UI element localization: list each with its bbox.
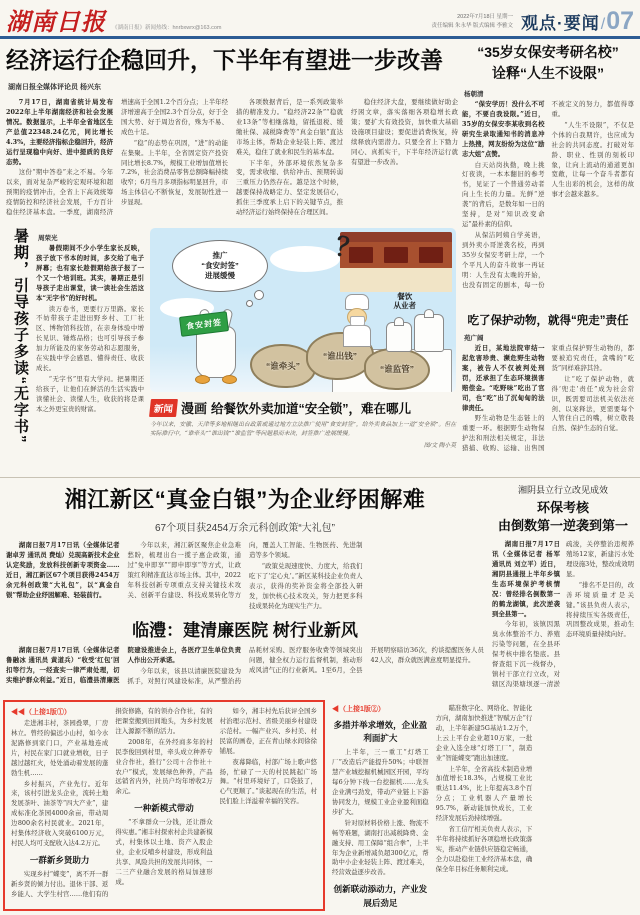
jump-article-industry-body [332, 704, 636, 911]
jump-article-village-body [11, 707, 317, 904]
thought-bubble: 推广 “食安封签” 进展缓慢 [172, 240, 268, 292]
article-economy-body: 7月17日，湖南省统计局发布2022年上半年湖南经济和社会发展情况。数据显示，上半年全省地区生产总值22348.24亿元，同比增长4.3%，主要经济指标企稳回升，经济运行呈现稳中向好、进中提质的良好态势。 这份“期中答卷”来之不易。今年以来，面对复杂严峻的宏观环境和超预期的疫情冲击，全省上下高效统筹疫情防控和经济社会发展，千方百计稳住经济基本盘。一季度，湖南经济增速高于全国1.2个百分点；上半年经济增速高于全国2.3个百分点，好于全国大势、好于周边省份，殊为不易、成色十足。 “稳”的态势在巩固，“进”的动能在集聚。上半年，全省固定资产投资同比增长8.7%，规模工业增加值增长7.2%，社会消费品零售总额降幅持续收窄；6月当月多项指标明显回升，市场主体信心不断恢复，发展韧性进一步显现。 各项数据背后，是一系列政策举措的精准发力。“稳经济22条”“稳就业13条”等相继落地，留抵退税、缓缴社保、减税降费等“真金白银”直达市场主体，帮助企业轻装上阵、渡过难关，稳住了就业和民生的基本盘。 下半年，外部环境依然复杂多变，需求收缩、供给冲击、预期转弱三重压力仍然存在。越是这个时候，越要保持战略定力、坚定发展信心，抓住三季度承上启下的关键节点，推动经济运行始终保持在合理区间。 稳住经济大盘，要继续做好助企纾困文章，落实落细各项稳增长政策；要扩大有效投资，加快重大基础设施项目建设；要促进消费恢复，持续释放内需潜力。只要全省上下勠力同心、真抓实干，下半年经济运行就有望进一步改善。 [6, 98, 458, 217]
news-tag: 新闻 [149, 399, 178, 417]
section-divider [0, 477, 640, 478]
article-economy-byline: 湖南日报全媒体评论员 杨兴东 [8, 84, 101, 91]
window-icon [419, 247, 443, 263]
cartoon-caption-row [150, 398, 456, 417]
rock-label: “谁出钱” [322, 351, 357, 361]
chef-character [340, 294, 374, 352]
bag-foot [222, 375, 237, 384]
chef-head [347, 308, 367, 326]
article-xiangjiang-subhead: 67个项目获2454万余元科创政策“大礼包” [154, 523, 336, 534]
section-title [521, 9, 634, 34]
article-summer-reading-author: 周荣光 [38, 235, 58, 242]
cartoon-tag: 漫画 [181, 401, 208, 416]
article-summer-reading [6, 228, 144, 472]
article-xiangyin-kicker: 湘阴县立行立改见成效 [517, 485, 608, 495]
wall [340, 268, 452, 292]
masthead-right [431, 9, 634, 34]
article-security-guard-author: 杨朝清 [464, 91, 484, 98]
headline-line-1: 环保考核 [536, 500, 589, 515]
section-name: 观点·要闻 [521, 14, 600, 33]
newspaper-logo: 湖南日报 [6, 7, 106, 36]
chef-body [343, 325, 371, 347]
article-xiangjiang-body: 湖南日报7月17日讯（全媒体记者 谢卓芳 通讯员 费灿）兑现高新技术企业认定奖励，发放科技创新专项资金……近日，湘江新区67个项目获得2454万余元科创政策“大礼包”，以“真金白银”帮助企业纾困解难、轻装前行。 今年以来，湘江新区聚焦企业急难愁盼，梳理出台一揽子惠企政策，通过“免申即享”“即申即享”等方式，让政策红利精准直达市场主体。其中，2022年科技创新专项重点支持关键技术攻关、创新平台建设、科技成果转化等方向，覆盖人工智能、生物医药、先进制造等多个领域。 “政策兑现速度快、力度大，给我们吃下了‘定心丸’。”新区某科技企业负责人表示，获得的奖补资金将全部投入研发，加快核心技术攻关，努力把更多科技成果转化为现实生产力。 [6, 541, 363, 610]
cartoon-image [150, 228, 456, 392]
article-linli-hospital [6, 616, 484, 694]
date-line: 2022年7月18日 星期一 [457, 14, 514, 21]
page-number-separator: / [600, 16, 606, 33]
article-protected-animals-body: 近日，某地法院审结一起危害珍贵、濒危野生动物案，被告人不仅被判处刑罚，还承担了生态环境损害赔偿金。“吃野味”吃出了官司，也“吃”出了沉甸甸的法律责任。 野生动物是生态链上的重要一环。根据野生动物保护法和刑法相关规定，非法猎捕、收购、运输、出售国家重点保护野生动物的，都要被追究责任，贪嘴的“吃货”同样难辞其咎。 让“吃了保护动物，就得‘兜走’责任”成为社会常识，既需要司法机关依法亮剑、以案释法，更需要每个人管住自己的嘴，树立敬畏自然、保护生态的自觉。 [462, 344, 634, 453]
article-protected-animals-author: 苑广阔 [464, 335, 484, 342]
article-xiangyin-headline [492, 499, 634, 534]
bag-knot [424, 309, 434, 318]
bag-knot [394, 317, 404, 326]
article-summer-reading-content [36, 228, 144, 472]
headline-line-2: 诠释“人生不设限” [492, 65, 604, 81]
article-xiangjiang-headline: 湘江新区“真金白银”为企业纾困解难 [64, 487, 426, 512]
headline-line-2: 由倒数第一逆袭到第一 [497, 517, 628, 533]
article-xiangyin-body: 湖南日报7月17日讯（全媒体记者 杨军 通讯员 刘立平）近日，湘阴县通报上半年乡镇生态环境保护考核情况：曾经排名倒数第一的鹤龙湖镇，此次逆袭到全县第一。 今年初，该镇因黑臭水体整治不力、养殖污染等问题，在全县环保考核中排名垫底。县督查组下沉一线督办，镇村干部立行立改，对辖区沟渠塘坝逐一清淤疏浚，关停整治违规养殖场12家，新建污水处理设施3处，整改成效明显。 “排名不是目的，改善环境质量才是关键。”该县负责人表示，将持续压实各级责任，巩固整改成果，推动生态环境质量持续向好。 [492, 540, 634, 688]
cartoon-credit: 图/文 陶小莫 [423, 442, 456, 449]
bubble-dot [246, 300, 253, 307]
article-economy-headline: 经济运行企稳回升，下半年有望进一步改善 [6, 47, 443, 73]
jump-article-industry-paragraphs: 多措并举求增效，企业盈利面扩大 上半年，三一重工“灯塔工厂”改造后产能提升50%；中联智慧产业城挖掘机械园区开园，平均每6分钟下线一台挖掘机……龙头企业满弓劲发，带动产业链上下游协同发力，规模工业企业盈利面稳步扩大。 针对原材料价格上涨、物流不畅等难题，湖南打出减税降费、金融支持、用工保障“组合拳”，上半年为企业新增减负超300亿元，帮助中小企业轻装上阵、渡过难关，经营效益逐步改善。 创新联动添动力，产业发展后劲足 瞄准数字化、网络化、智能化方向，湖南加快推进“智赋万企”行动，上半年新建5G基站1.2万个，上云上平台企业超10万家，一批企业入选全球“灯塔工厂”，制造业“智能蝶变”跑出加速度。 上半年，全省高技术制造业增加值增长18.3%，占规模工业比重达11.4%，比上年提高3.8个百分点；工业机器人产量增长95.7%，新动能加快成长，工业经济发展后劲持续增强。 省工信厅相关负责人表示，下半年将持续抓好各项稳增长政策落实，推动产业链供应链稳定畅通，全力以赴稳住工业经济基本盘，确保全年目标任务顺利完成。 [332, 704, 533, 908]
obstacle-rock [364, 348, 430, 390]
jump-article-village [3, 700, 325, 911]
article-linli-body: 湖南日报7月17日讯（全媒体记者 鲁融冰 通讯员 黄道兵）“收受‘红包’回扣等行为，一经查实一律严肃处理，切实维护群众利益。”近日，临澧县清廉医院建设推进会上，各医疗卫生单位负责人作出公开承诺。 今年以来，该县以清廉医院建设为抓手，对照行风建设标准，从严整治药品耗材采购、医疗服务收费等领域突出问题，健全权力运行监督机制，推动形成风清气正的行业新风。1至6月，全县开展明察暗访36次，约谈提醒医务人员42人次，群众就医满意度明显提升。 [6, 646, 484, 685]
food-safety-seal-sign: 食安封签 [179, 311, 229, 337]
cloud-shape [270, 246, 340, 272]
window-icon [384, 247, 408, 263]
article-protected-animals [462, 312, 634, 456]
jump-article-industry [332, 704, 636, 911]
rock-label: “谁牵头” [265, 361, 300, 371]
face-mask-icon [350, 316, 365, 326]
masthead-rule [0, 36, 640, 39]
takeout-bag-icon [386, 322, 412, 352]
article-linli-headline: 临澧：建清廉医院 树行业新风 [132, 621, 358, 640]
article-security-guard-body: “保安学历！没什么不可能，不要自我设限。”近日，35岁的女保安李某收到名校研究生录取通知书的消息冲上热搜，网友纷纷为这位“励志大姐”点赞。 白天站岗执勤，晚上挑灯夜读，一本本翻旧的参考书，见证了一个普通劳动者向上生长的力量。光鲜“逆袭”的背后，是数年如一日的坚持，是对“知识改变命运”最朴素的信仰。 从保洁阿姨自学英语，到外卖小哥逆袭名校，再到35岁女保安考研上岸，一个个平凡人的奋斗故事一再证明：人生没有太晚的开始，也没有固定的剧本，每一份不被定义的努力，都值得尊重。 “人生不设限”，不仅是个体的自我期许，也应成为社会的共同态度。打破对年龄、职业、性别的刻板印象，让向上流动的通道更加宽敞，让每一个奋斗者都有人生出彩的机会，这样的故事才会越来越多。 [462, 100, 634, 289]
article-economy [6, 42, 458, 226]
article-summer-reading-headline: 暑期，引导孩子多读“无字书” [12, 228, 29, 444]
masthead-meta [431, 13, 513, 34]
masthead [6, 4, 634, 34]
cartoon-note: 今年以来，安徽、天津等多地相继出台政策或通过地方立法推广使用“食安封签”，给外卖食品加上一道“安全锁”。但在实际推行中，“谁牵头”“谁出钱”“谁监管”等问题悬而未决，封签推广进展缓慢。 [150, 422, 456, 437]
jump-article-village-paragraphs: 走进湘丰村，茶园叠翠，厂房林立。曾经的偏远小山村，如今水泥路修到家门口，产业基地连成片，村民在家门口就业增收，日子越过越红火，处处涌动着发展的蓬勃生机…… 乡村振兴，产业先行。近年来，该村引进龙头企业，流转土地发展茶叶、油茶等“四大产业”，建成标准化茶园4000余亩，带动周边800余名村民就业。2021年，村集体经济收入突破6100万元，村民人均可支配收入达4.2万元。 一群新乡贤助力 实现乡村“蝶变”，离不开一群新乡贤的倾力付出。退休干部、返乡能人、大学生村官……他们有的捐资修路，有的领办合作社，有的把课堂搬到田间地头，为乡村发展注入源源不断的活力。 2008年，在外经商多年的村民李俊回到村里，牵头成立种养专业合作社，推行“公司＋合作社＋农户”模式，发展绿色种养，产品远销省内外，社员户均年增收2万余元。 一种新模式带动 “不拿群众一分钱，还让群众得实惠。”湘丰村探索村企共建新模式，村集体以土地、资产入股企业，企业反哺乡村建设，形成利益共享、风险共担的发展共同体，一二三产业融合发展的格局加速形成。 如今，湘丰村先后获评全国乡村治理示范村、省级美丽乡村建设示范村。一幅产业兴、乡村美、村民富的画卷，正在青山绿水间徐徐铺展。 夜幕降临，村部广场上歌声悠扬，忙碌了一天的村民跳起广场舞。“村里环境好了，口袋鼓了，心气更顺了。”谈起现在的生活，村民们脸上洋溢着幸福的笑容。 [11, 707, 317, 898]
editors-line: 责任编辑 朱永华 版式编辑 李雅文 [431, 23, 514, 30]
headline-line-1: “35岁女保安考研名校” [477, 44, 619, 60]
bubble-dot [254, 290, 264, 300]
article-security-guard [462, 42, 634, 292]
continued-from-page1-marker: ◀◀（上接1版①） [11, 709, 71, 716]
article-xiangyin-environment [492, 483, 634, 690]
rock-label: “谁监管” [379, 364, 414, 374]
cartoon-caption: 给餐饮外卖加道“安全锁”，难在哪儿 [211, 401, 412, 416]
question-mark: ？ [333, 230, 365, 266]
editorial-cartoon [150, 228, 456, 449]
article-security-guard-headline [462, 42, 634, 84]
article-xiangjiang-newdistrict [6, 483, 484, 615]
worker-label: 餐饮 从业者 [393, 292, 416, 311]
article-summer-reading-body: 暑假期间不少小学生家长反映，孩子放下书本的时间，多交给了电子屏幕；也有家长趁假期给孩子报了一个又一个培训班。其实，暑期正是引导孩子走出课堂，读一读社会生活这本“无字书”的好时机。 读万卷书，更要行万里路。家长不妨带孩子走进田野乡村、工厂社区、博物馆科技馆，在亲身体验中增长见识、锤炼品格；也可引导孩子参加力所能及的家务劳动和志愿服务，在实践中学会感恩、懂得责任、收获成长。 “无字书”里有大学问。把暑期还给孩子，让他们在鲜活的生活实践中读懂社会、读懂人生，收获的将是课本之外更宝贵的财富。 [36, 244, 144, 413]
takeout-bag-icon [414, 314, 444, 352]
continued-from-page1-marker: ◀（上接1版②） [332, 706, 385, 713]
bag-foot [195, 375, 210, 384]
masthead-hotline: 《湖南日报》新闻热线：hnrbxwrx@163.com [112, 25, 222, 31]
article-protected-animals-headline: 吃了保护动物，就得“兜走”责任 [467, 315, 629, 327]
page-number: 07 [606, 7, 634, 35]
